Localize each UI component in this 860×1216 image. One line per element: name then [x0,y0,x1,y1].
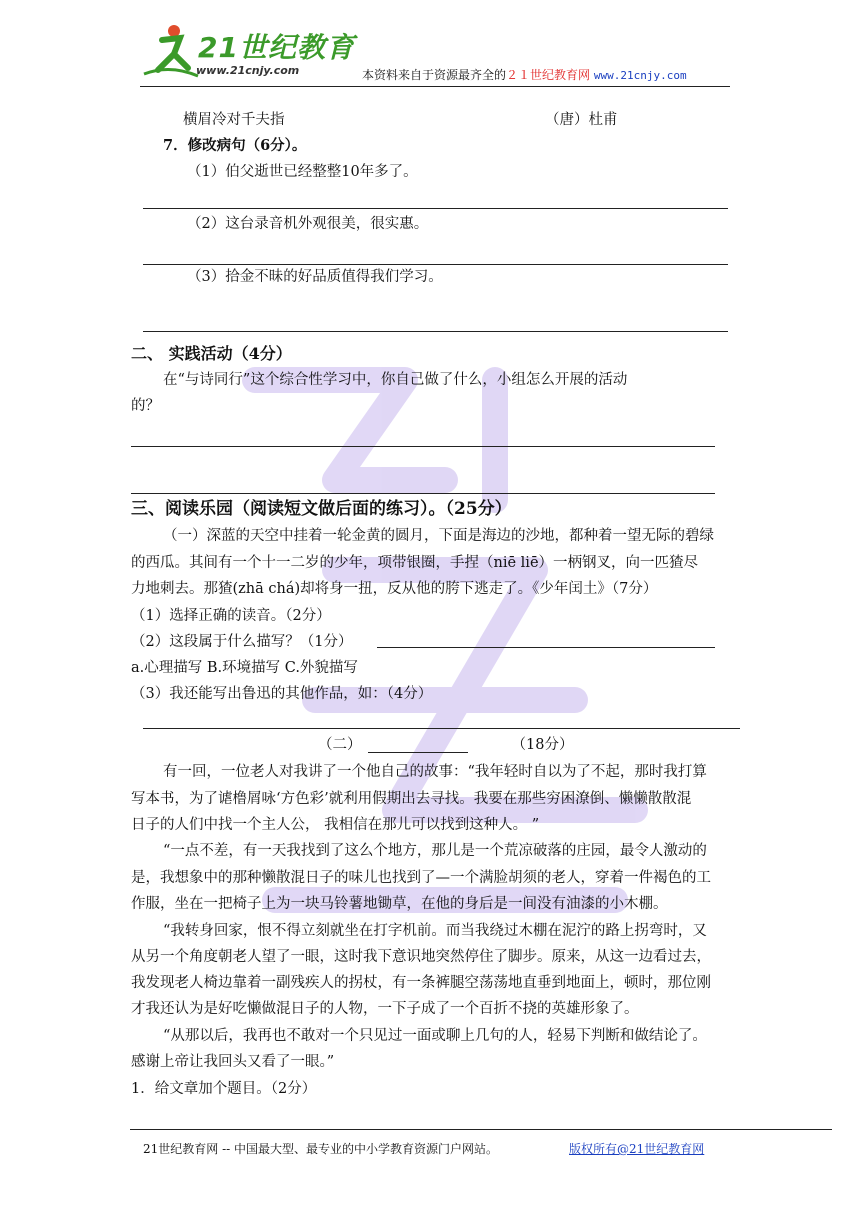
answer-line[interactable] [377,647,715,648]
poem-author: （唐）杜甫 [545,112,618,128]
p1-question-1: （1）选择正确的读音。（2分） [131,608,331,624]
section3-title: 三、阅读乐园（阅读短文做后面的练习）。（25分） [131,499,512,519]
footer-copyright-link[interactable]: 版权所有@21世纪教育网 [569,1142,705,1156]
answer-line[interactable] [143,208,728,209]
answer-line[interactable] [143,331,728,332]
p1-question-2-options: a.心理描写 B.环境描写 C.外貌描写 [131,660,358,676]
header-rule [140,86,730,87]
part2-heading [318,738,573,753]
q7-item-2: （2）这台录音机外观很美，很实惠。 [187,216,429,232]
section2-title: 二、 实践活动（4分） [131,344,292,363]
logo-url: www.21cnjy.com [196,64,300,77]
q7-title: 7．修改病句（6分）。 [163,137,307,154]
passage2-line: 有一回，一位老人对我讲了一个他自己的故事：“我年轻时自以为了不起，那时我打算 [163,764,707,780]
answer-line[interactable] [131,493,715,494]
passage2-line: 才我还认为是好吃懒做混日子的人物，一下子成了一个百折不挠的英雄形象了。 [131,1001,639,1017]
header-note-url[interactable]: www.21cnjy.com [593,69,687,82]
q7-item-1: （1）伯父逝世已经整整10年多了。 [187,164,418,180]
title-blank[interactable] [368,751,468,753]
section2-line-1: 在“与诗同行”这个综合性学习中，你自己做了什么，小组怎么开展的活动 [163,372,628,388]
runner-icon [140,24,200,80]
passage2-line: 日子的人们中找一个主人公， 我相信在那儿可以找到这种人。 ” [131,817,540,833]
footer-rule [130,1129,832,1130]
passage2-line: “一点不差，有一天我找到了这么个地方，那儿是一个荒凉破落的庄园，最令人激动的 [163,843,707,859]
header-note-prefix: 本资料来自于资源最齐全的 [362,68,507,82]
passage1-line: 的西瓜。其间有一个十一二岁的少年，项带银圈，手捏（niē liē）一柄钢叉，向一匹猹尽 [131,555,699,571]
part2-score: （18分） [511,737,574,753]
q7-item-3: （3）拾金不昧的好品质值得我们学习。 [187,269,443,285]
passage2-line: 从另一个角度朝老人望了一眼，这时我下意识地突然停住了脚步。原来，从这一边看过去， [131,949,711,965]
header-note-site[interactable]: ２１世纪教育网 [506,68,591,82]
passage2-line: “从那以后，我再也不敢对一个只见过一面或聊上几句的人，轻易下判断和做结论了。 [163,1028,707,1044]
answer-line[interactable] [143,264,728,265]
question-1: 1．给文章加个题目。（2分） [131,1081,317,1097]
footer-left: 21世纪教育网 -- 中国最大型、最专业的中小学教育资源门户网站。 [143,1142,499,1156]
header-note [362,66,687,83]
passage2-line: 我发现老人椅边靠着一副残疾人的拐杖，有一条裤腿空荡荡地直垂到地面上，顿时，那位刚 [131,975,711,991]
site-logo [140,24,355,82]
poem-line: 横眉冷对千夫指 [183,112,285,128]
p1-question-2: （2）这段属于什么描写？（1分） [131,634,353,650]
answer-line[interactable] [131,446,715,447]
part2-label: （二） [318,737,362,753]
logo-text: 21世纪教育 [198,31,355,64]
passage2-line: 作服，坐在一把椅子上为一块马铃薯地锄草，在他的身后是一间没有油漆的小木棚。 [131,896,668,912]
answer-line[interactable] [143,728,740,729]
passage2-line: “我转身回家，恨不得立刻就坐在打字机前。而当我绕过木棚在泥泞的路上拐弯时，又 [163,923,707,939]
passage1-line: 力地刺去。那猹(zhā chá)却将身一扭，反从他的胯下逃走了。《少年闰土》（7分） [131,581,658,597]
passage1-line: （一）深蓝的天空中挂着一轮金黄的圆月，下面是海边的沙地，都种着一望无际的碧绿 [163,528,714,544]
p1-question-3: （3）我还能写出鲁迅的其他作品，如：（4分） [131,686,433,702]
section2-line-2: 的？ [131,398,160,414]
passage2-line: 感谢上帝让我回头又看了一眼。” [131,1054,335,1070]
passage2-line: 写本书，为了谑橹屑咏‘方色彩’就利用假期出去寻找。我要在那些穷困潦倒、懒懒散散混 [131,791,692,807]
passage2-line: 是，我想象中的那种懒散混日子的味儿也找到了—一个满脸胡须的老人，穿着一件褐色的工 [131,870,711,886]
